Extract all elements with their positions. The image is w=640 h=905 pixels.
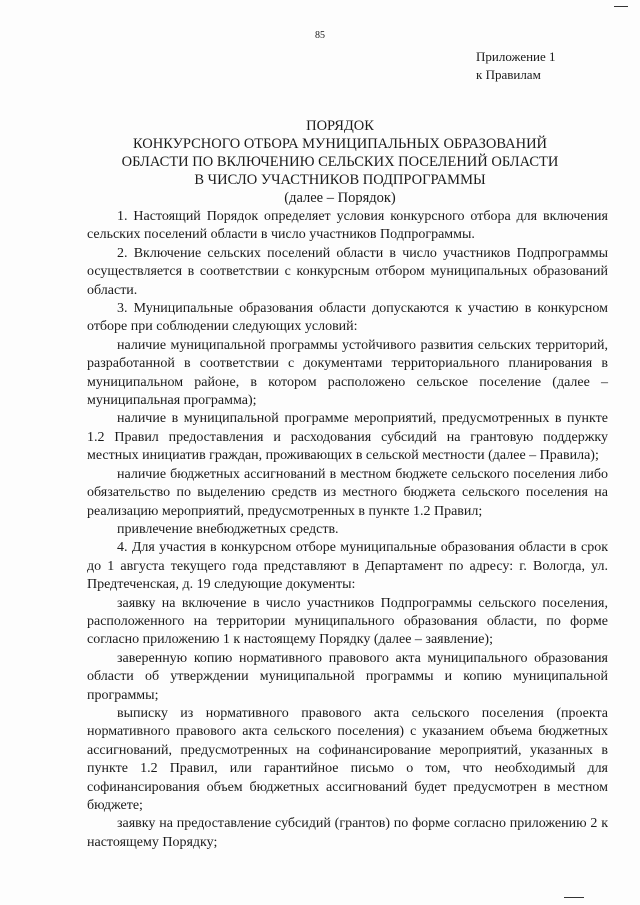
- page-number: 85: [315, 30, 325, 41]
- paragraph: наличие в муниципальной программе мероприятий, предусмотренных в пункте 1.2 Правил предоставления и расходования субсидий на грантовую поддержку местных инициатив граждан, проживающих в сельской местности (далее – Правила);: [87, 411, 608, 464]
- paragraph: привлечение внебюджетных средств.: [117, 521, 339, 537]
- title-line: ОБЛАСТИ ПО ВКЛЮЧЕНИЮ СЕЛЬСКИХ ПОСЕЛЕНИЙ ОБЛАСТИ: [121, 154, 559, 170]
- paragraph: заявку на включение в число участников Подпрограммы сельского поселения, расположенного на территории муниципального образования области, по форме согласно приложению 1 к настоящему Порядку (далее – заявление);: [87, 595, 608, 648]
- appendix-line-1: Приложение 1: [476, 49, 556, 64]
- title-subtitle: (далее – Порядок): [284, 190, 396, 206]
- paragraph: заверенную копию нормативного правового акта муниципального образования области об утверждении муниципальной программы и копию муниципальной программы;: [87, 650, 608, 703]
- title-line: В ЧИСЛО УЧАСТНИКОВ ПОДПРОГРАММЫ: [194, 172, 486, 188]
- document-body: [87, 208, 608, 852]
- paragraph: наличие бюджетных ассигнований в местном бюджете сельского поселения либо обязательство по выделению средств из местного бюджета сельского поселения на реализацию мероприятий, предусмотренных в пункте 1.2 Правил;: [87, 466, 608, 519]
- scan-mark-top: [614, 6, 628, 7]
- paragraph: 1. Настоящий Порядок определяет условия конкурсного отбора для включения сельских поселений области в число участников Подпрограммы.: [87, 209, 608, 243]
- paragraph: наличие муниципальной программы устойчивого развития сельских территорий, разработанной в соответствии с документами территориального планирования в муниципальном районе, в котором расположено сельское поселение (далее – муниципальная программа);: [87, 337, 608, 409]
- paragraph: выписку из нормативного правового акта сельского поселения (проекта нормативного правового акта сельского поселения) с указанием объема бюджетных ассигнований, предусмотренных на софинансирование мероприятий, указанных в пункте 1.2 Правил, или гарантийное письмо о том, что необходимый для софинансирования объем бюджетных ассигнований будет предусмотрен в местном бюджете;: [87, 705, 608, 813]
- paragraph: 3. Муниципальные образования области допускаются к участию в конкурсном отборе при соблюдении следующих условий:: [87, 301, 608, 335]
- appendix-line-2: к Правилам: [476, 67, 541, 82]
- document-title: [62, 117, 618, 207]
- title-line: КОНКУРСНОГО ОТБОРА МУНИЦИПАЛЬНЫХ ОБРАЗОВАНИЙ: [132, 136, 548, 152]
- title-line: ПОРЯДОК: [306, 118, 374, 134]
- paragraph: 4. Для участия в конкурсном отборе муниципальные образования области в срок до 1 августа текущего года представляют в Департамент по адресу: г. Вологда, ул. Предтеченская, д. 19 следующие документы:: [87, 540, 608, 593]
- paragraph: 2. Включение сельских поселений области в число участников Подпрограммы осуществляется в соответствии с конкурсным отбором муниципальных образований области.: [87, 245, 608, 298]
- appendix-note: [476, 48, 556, 84]
- scan-mark-bottom: [564, 897, 584, 898]
- paragraph: заявку на предоставление субсидий (грантов) по форме согласно приложению 2 к настоящему Порядку;: [87, 816, 608, 850]
